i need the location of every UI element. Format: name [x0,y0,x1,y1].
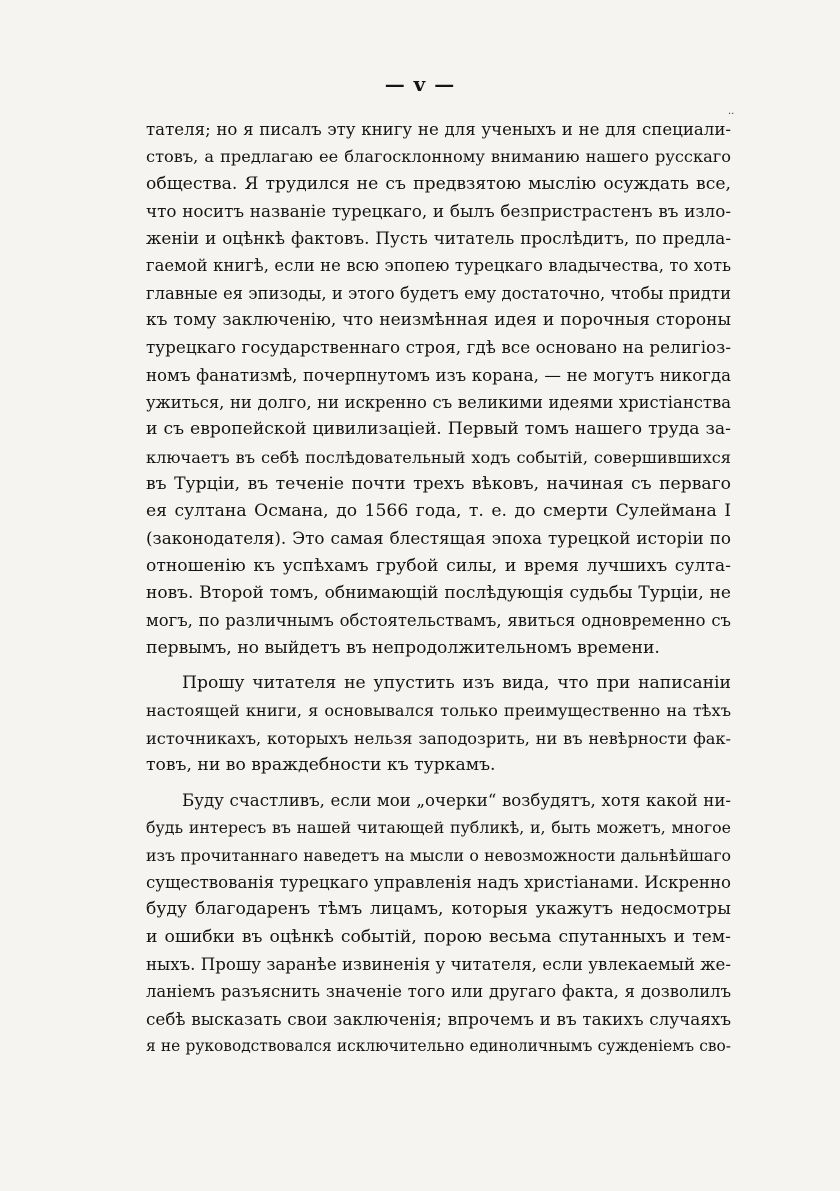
text-line: номъ фанатизмѣ, почерпнутомъ изъ корана, — не могутъ никогда [146,365,731,385]
paragraph-2 [146,670,731,779]
text-line: въ Турціи, въ теченіе почти трехъ вѣковъ, начиная съ перваго [146,473,731,494]
paragraph-1 [146,116,731,662]
paragraph-3 [146,787,731,1060]
text-line: ланіемъ разъяснить значеніе того или другаго факта, я дозволилъ [146,982,731,1002]
text-line: существованія турецкаго управленія надъ христіанами. Искренно [146,873,731,893]
text-line: буду благодаренъ тѣмъ лицамъ, которыя укажутъ недосмотры [146,899,731,920]
text-line: и ошибки въ оцѣнкѣ событій, порою весьма спутанныхъ и тем- [146,926,731,947]
text-line: турецкаго государственнаго строя, гдѣ все основано на религіоз- [146,337,731,358]
text-line: могъ, по различнымъ обстоятельствамъ, явиться одновременно съ [146,611,731,631]
text-line: ныхъ. Прошу заранѣе извиненія у читателя, если увлекаемый же- [146,954,731,974]
text-line: себѣ высказать свои заключенія; впрочемъ и въ такихъ случаяхъ [146,1008,731,1029]
text-line: ея султана Османа, до 1566 года, т. е. до смерти Сулеймана I [146,501,731,522]
text-line: будь интересъ въ нашей читающей публикѣ, и, быть можетъ, многое [146,818,731,838]
text-line: отношенію къ успѣхамъ грубой силы, и время лучшихъ султа- [146,555,731,576]
paragraph-gap [146,779,731,787]
text-line: что носитъ названіе турецкаго, и былъ безпристрастенъ въ изло- [146,200,731,221]
page-number: — v — [384,72,456,96]
text-line: тателя; но я писалъ эту книгу не для ученыхъ и не для специали- [146,120,731,139]
text-line: общества. Я трудился не съ предвзятою мыслію осуждать все, [146,173,731,194]
text-line: Прошу читателя не упустить изъ вида, что при написаніи [182,672,731,693]
text-line: я не руководствовался исключительно единоличнымъ сужденіемъ сво- [146,1036,731,1055]
text-line: гаемой книгѣ, если не всю эпопею турецкаго владычества, то хоть [146,256,731,276]
text-line: къ тому заключенію, что неизмѣнная идея и порочныя стороны [146,310,731,331]
text-line: стовъ, а предлагаю ее благосклонному вниманию нашего русскаго [146,147,731,167]
corner-mark: .. [728,106,735,117]
text-line: ужиться, ни долго, ни искренно съ великими идеями христіанства [146,392,731,412]
text-line: Буду счастливъ, если мои „очерки“ возбудятъ, хотя какой ни- [182,791,731,811]
text-line: изъ прочитаннаго наведетъ на мысли о невозможности дальнѣйшаго [146,845,731,865]
text-line: женіи и оцѣнкѣ фактовъ. Пусть читатель прослѣдитъ, по предла- [146,228,731,249]
text-line: источникахъ, которыхъ нельзя заподозрить, ни въ невѣрности фак- [146,728,731,748]
text-line: новъ. Второй томъ, обнимающій послѣдующія судьбы Турціи, не [146,583,731,604]
text-line: товъ, ни во враждебности къ туркамъ. [146,754,496,775]
text-line: и съ европейской цивилизаціей. Первый томъ нашего труда за- [146,419,731,440]
text-line: ключаетъ въ себѣ послѣдовательный ходъ событій, совершившихся [146,447,731,467]
text-line: главные ея эпизоды, и этого будетъ ему достаточно, чтобы придти [146,283,731,303]
text-line: (законодателя). Это самая блестящая эпоха турецкой исторіи по [146,528,731,549]
body-text [146,116,731,1060]
paragraph-gap [146,662,731,670]
text-line: настоящей книги, я основывался только преимущественно на тѣхъ [146,701,731,721]
text-line: первымъ, но выйдетъ въ непродолжительномъ времени. [146,637,660,658]
